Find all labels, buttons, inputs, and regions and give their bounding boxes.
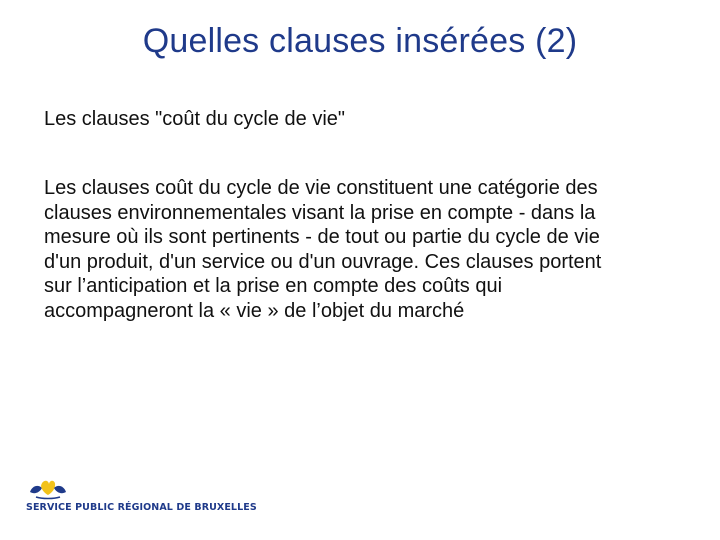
iris-logo-icon (26, 478, 70, 500)
slide-body-text: Les clauses coût du cycle de vie constituent une catégorie des clauses environnementales visant la prise en compte - dans la mesure où ils sont pertinents - de tout ou partie du cycle de vie d'un produit, d'un service ou d'un ouvrage. Ces clauses portent sur l’anticipation et la prise en compte des coûts qui accompagneront la « vie » de l’objet du marché (44, 177, 602, 322)
organization-name: SERVICE PUBLIC RÉGIONAL DE BRUXELLES (26, 502, 257, 513)
slide-subtitle: Les clauses "coût du cycle de vie" (44, 108, 346, 130)
footer-logo (26, 478, 256, 518)
slide-title: Quelles clauses insérées (2) (142, 22, 578, 60)
